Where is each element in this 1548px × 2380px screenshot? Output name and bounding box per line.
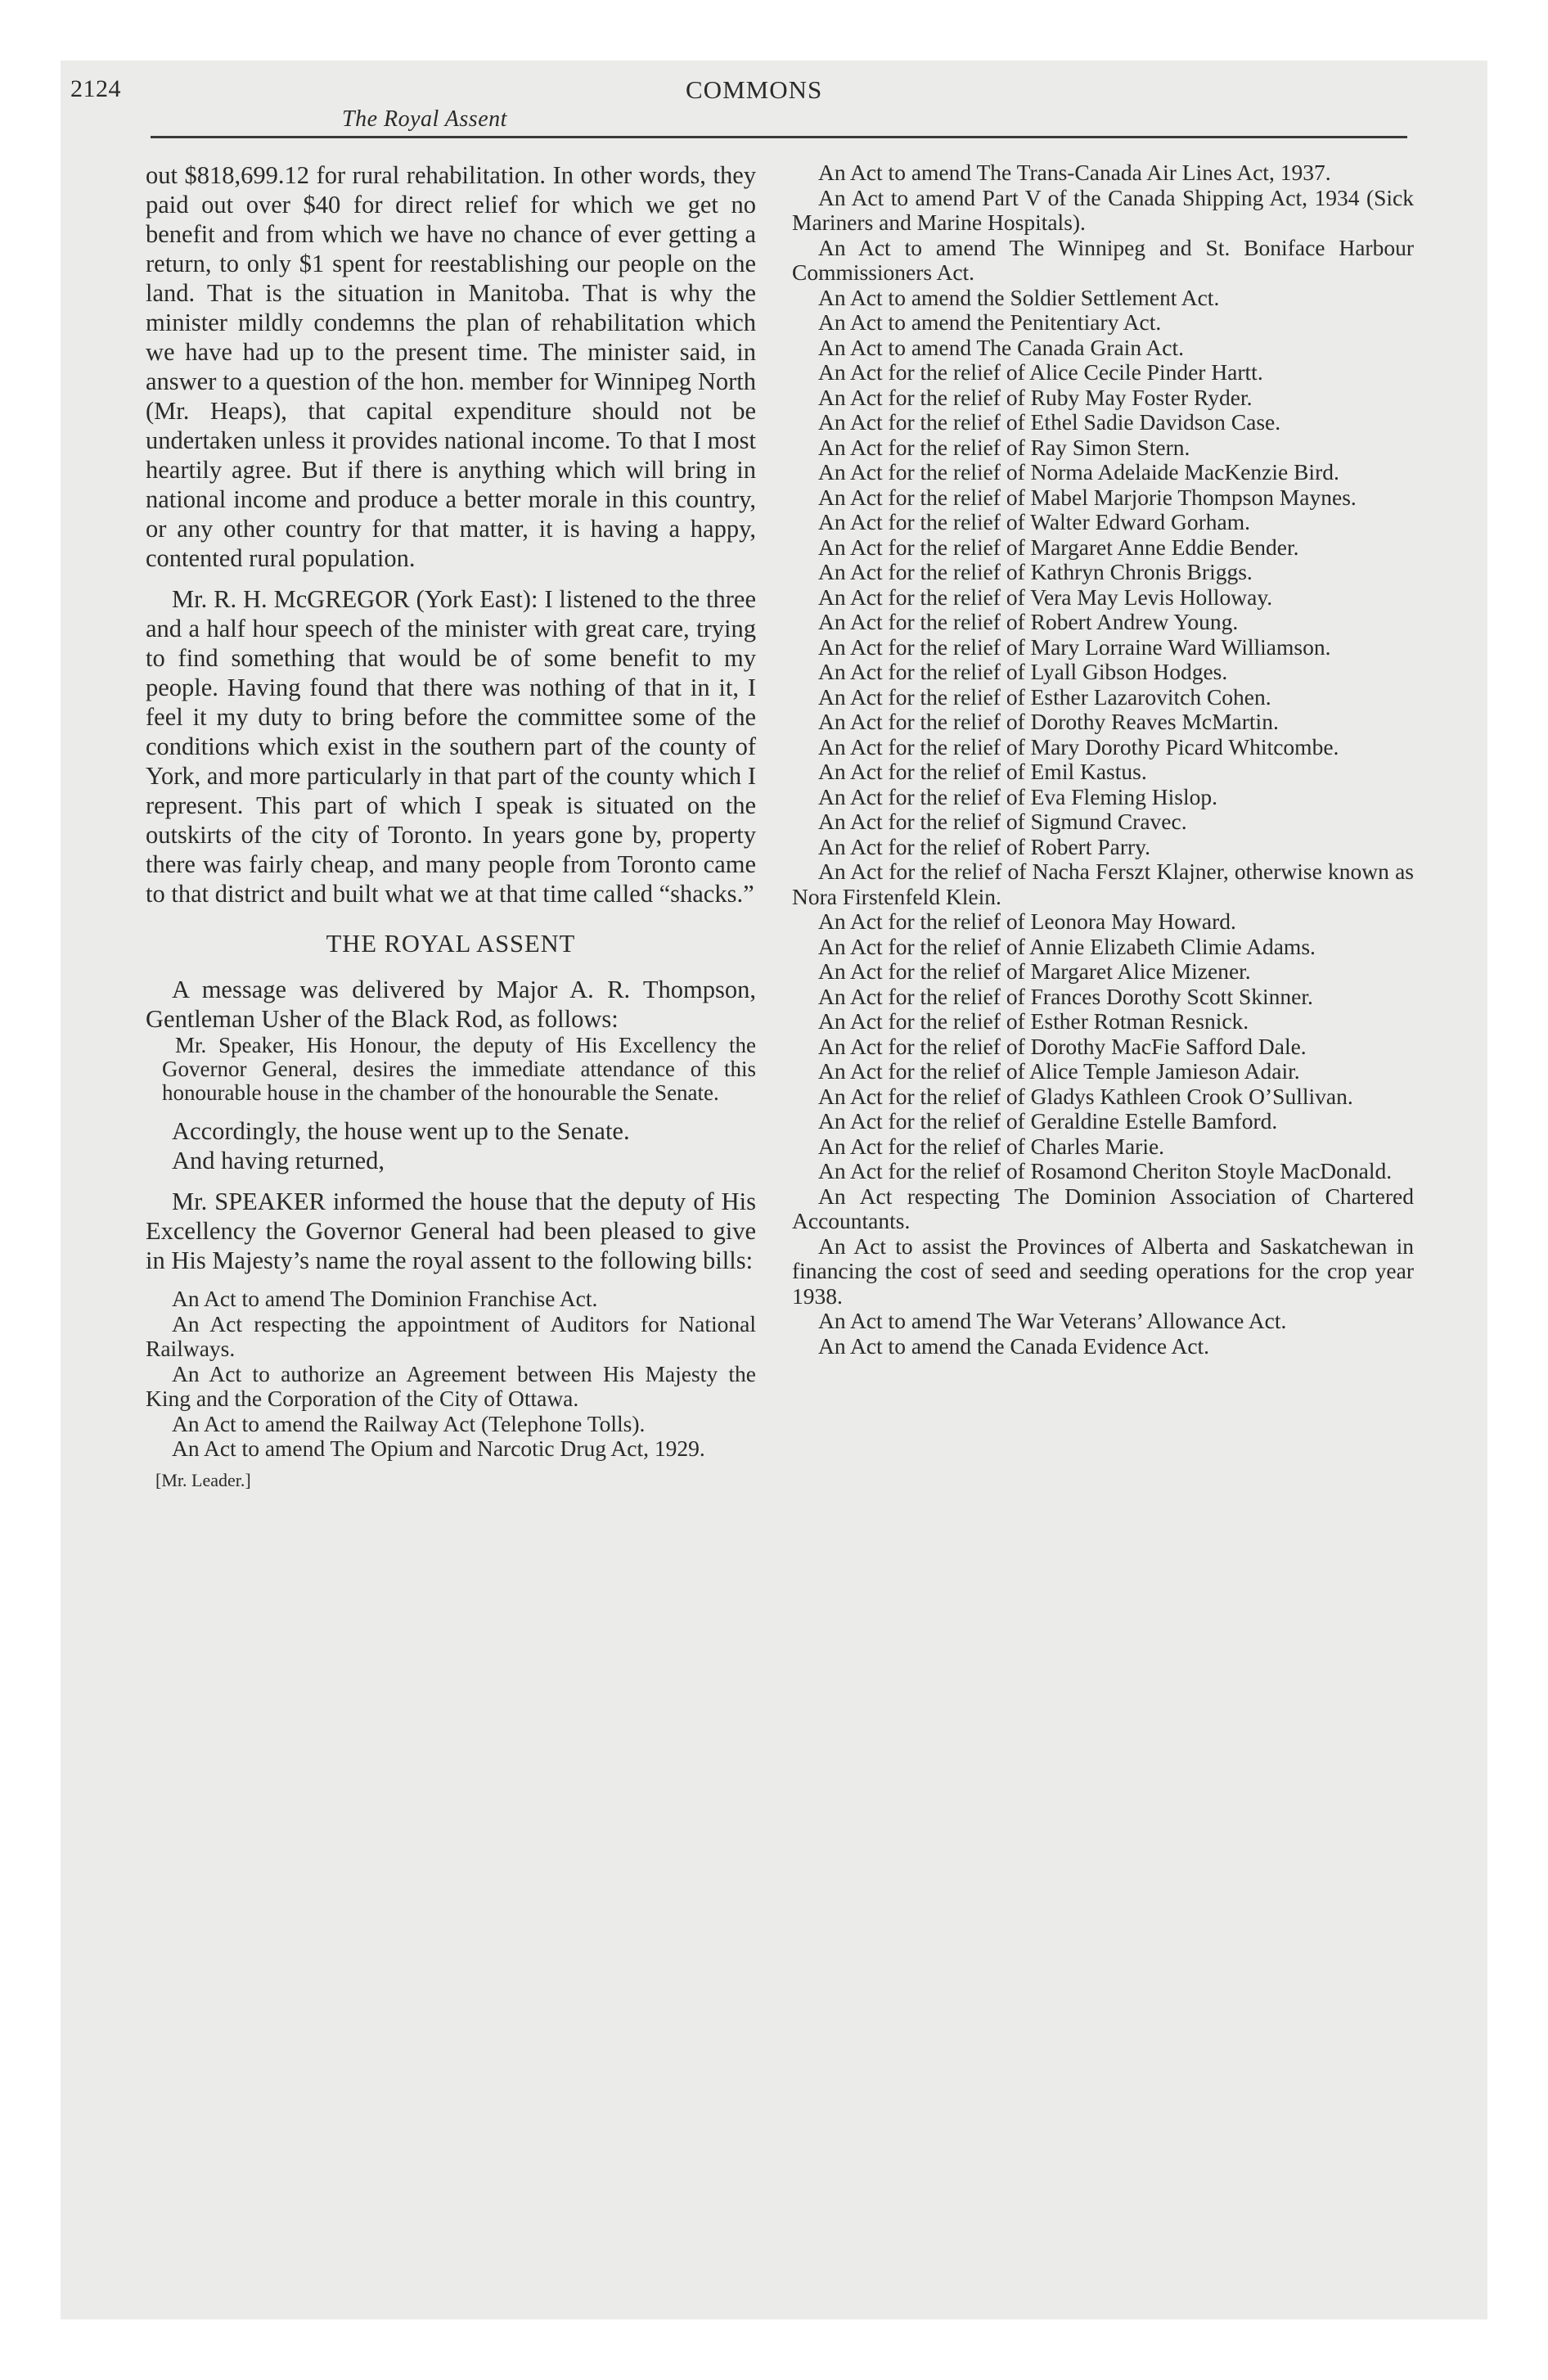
bill-item: An Act for the relief of Robert Andrew Young. xyxy=(818,609,1239,634)
bill-item: An Act to amend The Opium and Narcotic Drug Act, 1929. xyxy=(172,1436,705,1461)
paragraph: Mr. R. H. McGREGOR (York East): I listened to the three and a half hour speech of the minister with great care, trying to find something that would be of some benefit to my people. Having found that there was nothing of that in it, I feel it my duty to bring before the committee some of the conditions which exist in the southern part of the county of York, and more particularly in that part of the county which I represent. This part of which I speak is situated on the outskirts of the city of Toronto. In years gone by, property there was fairly cheap, and many people from Toronto came to that district and built what we at that time called “shacks.” xyxy=(146,585,756,908)
page-number: 2124 xyxy=(70,75,121,102)
bill-item: An Act for the relief of Ruby May Foster Ryder. xyxy=(818,384,1253,410)
bill-item: An Act respecting The Dominion Association of Chartered Accountants. xyxy=(792,1183,1414,1233)
running-subtitle: The Royal Assent xyxy=(342,106,507,132)
bill-item: An Act for the relief of Ethel Sadie Davidson Case. xyxy=(818,409,1281,435)
bill-list-left xyxy=(146,1287,756,1462)
bill-item: An Act respecting the appointment of Auditors for National Railways. xyxy=(146,1310,756,1361)
paragraph: And having returned, xyxy=(172,1147,385,1174)
bill-item: An Act for the relief of Kathryn Chronis Briggs. xyxy=(818,559,1253,584)
left-column xyxy=(146,160,756,1491)
bill-item: An Act for the relief of Mary Dorothy Picard Whitcombe. xyxy=(818,733,1339,760)
paragraph: Mr. SPEAKER informed the house that the deputy of His Excellency the Governor General had been pleased to give in His Majesty’s name the royal assent to the following bills: xyxy=(146,1188,756,1274)
running-title: COMMONS xyxy=(686,75,823,104)
bill-item: An Act to amend the Canada Evidence Act. xyxy=(818,1332,1210,1359)
paragraph: Accordingly, the house went up to the Senate. xyxy=(172,1117,630,1145)
section-heading: THE ROYAL ASSENT xyxy=(326,930,576,958)
bill-item: An Act to authorize an Agreement between His Majesty the King and the Corporation of the City of Ottawa. xyxy=(146,1360,756,1411)
bill-item: An Act for the relief of Esther Rotman Resnick. xyxy=(818,1008,1249,1034)
bill-item: An Act for the relief of Alice Cecile Pinder Hartt. xyxy=(818,359,1263,385)
bill-item: An Act for the relief of Frances Dorothy Scott Skinner. xyxy=(818,983,1313,1009)
bill-item: An Act for the relief of Charles Marie. xyxy=(818,1133,1165,1159)
bill-item: An Act for the relief of Sigmund Cravec. xyxy=(818,809,1187,834)
bill-item: An Act for the relief of Lyall Gibson Hodges. xyxy=(818,659,1228,684)
bill-item: An Act for the relief of Geraldine Estelle Bamford. xyxy=(818,1108,1278,1134)
bill-item: An Act for the relief of Ray Simon Stern. xyxy=(818,434,1190,460)
bill-item: An Act for the relief of Dorothy Reaves McMartin. xyxy=(818,709,1279,734)
bill-item: An Act for the relief of Emil Kastus. xyxy=(818,759,1147,784)
bill-item: An Act for the relief of Margaret Alice Mizener. xyxy=(818,958,1251,984)
bill-item: An Act to assist the Provinces of Alberta and Saskatchewan in financing the cost of seed and seeding operations for the crop year 1938. xyxy=(792,1233,1414,1309)
bill-item: An Act to amend The Winnipeg and St. Boniface Harbour Commissioners Act. xyxy=(792,234,1414,285)
bill-item: An Act for the relief of Walter Edward Gorham. xyxy=(818,509,1250,534)
header-rule xyxy=(151,136,1407,138)
bill-item: An Act to amend The Trans-Canada Air Lines Act, 1937. xyxy=(818,160,1331,185)
paragraph: out $818,699.12 for rural rehabilitation. In other words, they paid out over $40 for direct relief for which we get no benefit and from which we have no chance of ever getting a return, to only $1 spent for reestablishing our people on the land. That is the situation in Manitoba. That is why the minister mildly condemns the plan of rehabilitation which we have had up to the present time. The minister said, in answer to a question of the hon. member for Winnipeg North (Mr. Heaps), that capital expenditure should not be undertaken unless it provides national income. To that I most heartily agree. But if there is anything which will bring in national income and produce a better morale in this country, or any other country for that matter, it is having a happy, contented rural population. xyxy=(146,161,756,572)
bill-item: An Act for the relief of Vera May Levis Holloway. xyxy=(818,584,1273,610)
bill-item: An Act to amend The Dominion Franchise Act. xyxy=(172,1286,598,1311)
bill-item: An Act for the relief of Annie Elizabeth Climie Adams. xyxy=(818,933,1316,959)
right-column xyxy=(792,160,1414,1359)
bill-item: An Act to amend The Canada Grain Act. xyxy=(818,334,1185,360)
bill-item: An Act for the relief of Robert Parry. xyxy=(818,833,1151,859)
bill-item: An Act to amend the Penitentiary Act. xyxy=(818,309,1162,335)
bill-item: An Act to amend the Railway Act (Telephone Tolls). xyxy=(172,1410,646,1436)
bill-item: An Act for the relief of Dorothy MacFie Safford Dale. xyxy=(818,1033,1307,1059)
bill-item: An Act for the relief of Nacha Ferszt Klajner, otherwise known as Nora Firstenfeld Klein. xyxy=(792,859,1414,909)
bill-item: An Act for the relief of Eva Fleming Hislop. xyxy=(818,783,1218,809)
bill-item: An Act for the relief of Norma Adelaide MacKenzie Bird. xyxy=(818,459,1339,485)
bill-item: An Act to amend The War Veterans’ Allowance Act. xyxy=(818,1308,1287,1333)
bill-item: An Act for the relief of Mary Lorraine Ward Williamson. xyxy=(818,633,1331,660)
bill-item: An Act for the relief of Alice Temple Jamieson Adair. xyxy=(818,1058,1300,1084)
bill-item: An Act for the relief of Rosamond Cheriton Stoyle MacDonald. xyxy=(818,1158,1393,1183)
bill-item: An Act for the relief of Esther Lazarovitch Cohen. xyxy=(818,683,1271,710)
bill-item: An Act for the relief of Mabel Marjorie Thompson Maynes. xyxy=(818,484,1357,510)
quoted-message: Mr. Speaker, His Honour, the deputy of His Excellency the Governor General, desires the immediate attendance of this honourable house in the chamber of the honourable the Senate. xyxy=(162,1033,756,1105)
page-footer-speaker: [Mr. Leader.] xyxy=(155,1469,251,1490)
bill-item: An Act to amend the Soldier Settlement Act. xyxy=(818,284,1220,310)
paragraph: A message was delivered by Major A. R. Thompson, Gentleman Usher of the Black Rod, as follows: xyxy=(146,976,756,1033)
bill-item: An Act for the relief of Margaret Anne Eddie Bender. xyxy=(818,534,1299,560)
bill-item: An Act to amend Part V of the Canada Shipping Act, 1934 (Sick Mariners and Marine Hospitals). xyxy=(792,184,1414,235)
bill-item: An Act for the relief of Gladys Kathleen Crook O’Sullivan. xyxy=(818,1083,1353,1109)
bill-item: An Act for the relief of Leonora May Howard. xyxy=(818,908,1236,934)
